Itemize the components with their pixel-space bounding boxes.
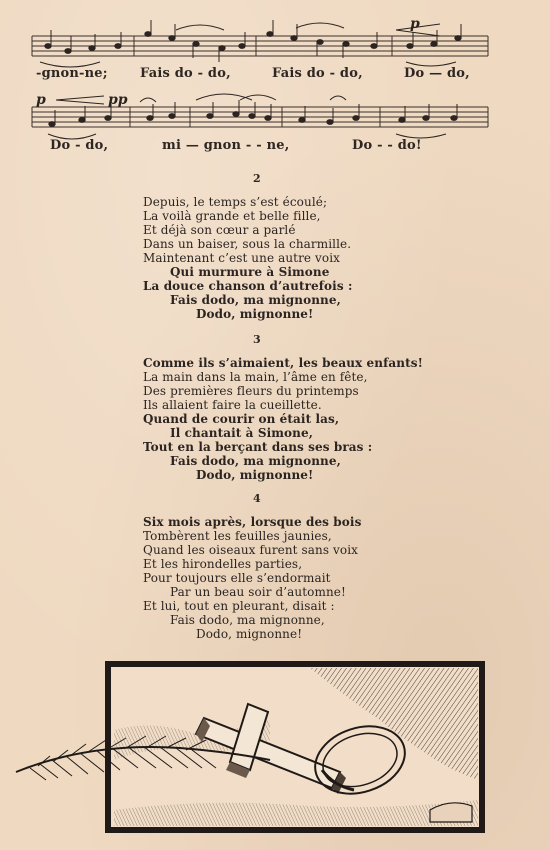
verse-4-line-2: Tombèrent les feuilles jaunies, <box>143 529 332 543</box>
verse-3-line-3: Des premières fleurs du printemps <box>143 384 359 398</box>
verse-2-line-4: Dans un baiser, sous la charmille. <box>143 237 352 251</box>
dynamic-p: p <box>410 16 420 32</box>
verse-4-line-1: Six mois après, lorsque des bois <box>143 515 362 529</box>
verse-4-line-6: Par un beau soir d’automne! <box>170 585 346 599</box>
verse-3-line-4: Ils allaient faire la cueillette. <box>143 398 322 412</box>
lyric-row2-3: Do - - do! <box>352 138 422 153</box>
verse-3-line-7: Tout en la berçant dans ses bras : <box>143 440 373 454</box>
lyric-row1-3: Fais do - do, <box>272 66 363 81</box>
verse-3-line-8: Fais dodo, ma mignonne, <box>170 454 341 468</box>
verse-number-3: 3 <box>253 333 261 346</box>
verse-number-4: 4 <box>253 492 261 505</box>
verse-3-line-1: Comme ils s’aimaient, les beaux enfants! <box>143 356 423 370</box>
verse-number-2: 2 <box>253 172 261 185</box>
verse-4-line-8: Fais dodo, ma mignonne, <box>170 613 325 627</box>
verse-2-line-2: La voilà grande et belle fille, <box>143 209 321 223</box>
verse-2-line-1: Depuis, le temps s’est écoulé; <box>143 195 328 209</box>
dynamic-pp: pp <box>108 92 128 108</box>
lyric-row2-1: Do - do, <box>50 138 109 153</box>
verse-4-line-3: Quand les oiseaux furent sans voix <box>143 543 359 557</box>
lyric-row2-2: mi — gnon - - ne, <box>162 138 290 153</box>
verse-3-line-6: Il chantait à Simone, <box>170 426 313 440</box>
cross-wreath-engraving <box>10 660 490 835</box>
verse-2-line-7: La douce chanson d’autrefois : <box>143 279 353 293</box>
verse-4-line-9: Dodo, mignonne! <box>196 627 303 641</box>
verse-4-line-5: Pour toujours elle s’endormait <box>143 571 331 585</box>
verse-2-line-8: Fais dodo, ma mignonne, <box>170 293 341 307</box>
lyric-row1-2: Fais do - do, <box>140 66 231 81</box>
verse-2-line-5: Maintenant c’est une autre voix <box>143 251 341 265</box>
lyric-row1-1: -gnon-ne; <box>36 66 108 81</box>
verse-2-line-6: Qui murmure à Simone <box>170 265 330 279</box>
lyric-row1-4: Do — do, <box>404 66 470 81</box>
verse-3-line-2: La main dans la main, l’âme en fête, <box>143 370 368 384</box>
dynamic-p-second: p <box>36 92 46 108</box>
verse-3-line-5: Quand de courir on était las, <box>143 412 340 426</box>
verse-2-line-9: Dodo, mignonne! <box>196 307 314 321</box>
verse-4-line-7: Et lui, tout en pleurant, disait : <box>143 599 335 613</box>
verse-3-line-9: Dodo, mignonne! <box>196 468 314 482</box>
verse-2-line-3: Et déjà son cœur a parlé <box>143 223 296 237</box>
verse-4-line-4: Et les hirondelles parties, <box>143 557 303 571</box>
